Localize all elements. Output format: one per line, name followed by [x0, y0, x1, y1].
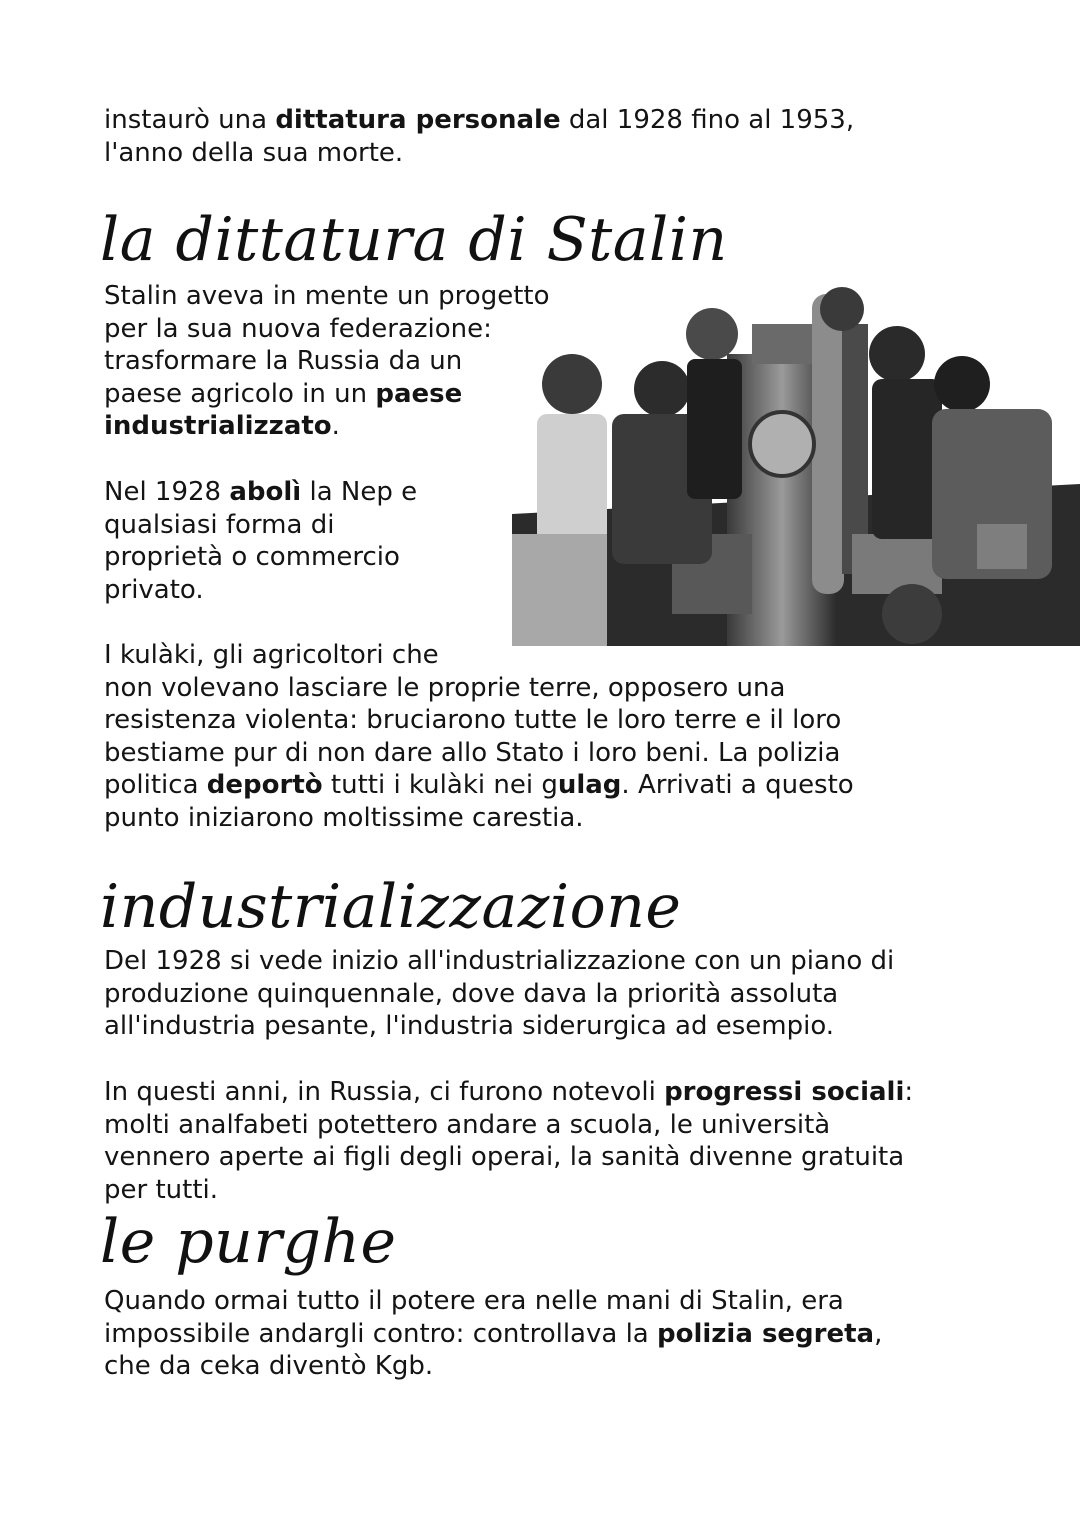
- paragraph-progetto: Stalin aveva in mente un progetto per la sua nuova federazione: trasformare la Russia da un paese agricolo in un paese industrializzato.: [104, 281, 550, 441]
- photo-workers-machine: [512, 284, 1080, 646]
- paragraph-kulaki: I kulàki, gli agricoltori che non volevano lasciare le proprie terre, opposero una resistenza violenta: bruciarono tutte le loro terre e il loro bestiame pur di non dare allo Stato i loro beni. La polizia politica deportò tutti i kulàki nei gulag. Arrivati a questo punto iniziarono moltissime carestia.: [104, 640, 854, 833]
- intro-paragraph: instaurò una dittatura personale dal 1928 fino al 1953, l'anno della sua morte.: [104, 105, 855, 168]
- heading-industrializzazione: industrializzazione: [100, 872, 682, 942]
- heading-dittatura-stalin: la dittatura di Stalin: [100, 205, 728, 275]
- paragraph-progressi-sociali: In questi anni, in Russia, ci furono notevoli progressi sociali: molti analfabeti potettero andare a scuola, le università vennero aperte ai figli degli operai, la sanità divenne gratuita per tutti.: [104, 1077, 914, 1205]
- heading-purghe: le purghe: [100, 1207, 397, 1277]
- paragraph-nep: Nel 1928 abolì la Nep e qualsiasi forma di proprietà o commercio privato.: [104, 477, 418, 605]
- paragraph-polizia-segreta: Quando ormai tutto il potere era nelle mani di Stalin, era impossibile andargli contro: controllava la polizia segreta, che da ceka diventò Kgb.: [104, 1286, 883, 1381]
- paragraph-piano-quinquennale: Del 1928 si vede inizio all'industrializzazione con un piano di produzione quinquennale, dove dava la priorità assoluta all'industria pesante, l'industria siderurgica ad esempio.: [104, 946, 895, 1041]
